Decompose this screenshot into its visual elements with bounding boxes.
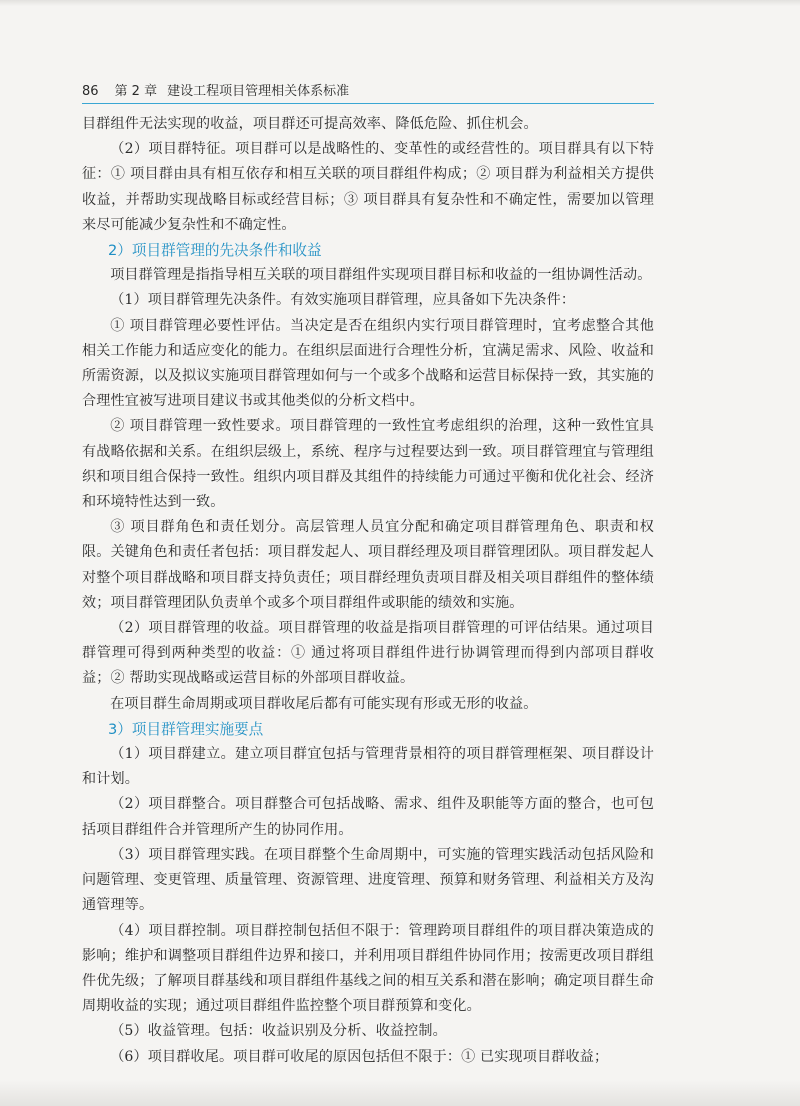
paragraph: 项目群管理是指指导相互关联的项目群组件实现项目群目标和收益的一组协调性活动。 bbox=[110, 267, 652, 284]
page-edge bbox=[0, 0, 800, 6]
paragraph: （4）项目群控制。项目群控制包括但不限于：管理跨项目群组件的项目群决策造成的影响；维护和调整项目群组件边界和接口，并利用项目群组件协同作用；按需更改项目群组件优先级；了解项目群基线和项目群组件基线之间的相互关系和潜在影响；确定项目群生命周期收益的实现；通过项目群组件监控整个项目群预算和变化。 bbox=[82, 922, 654, 1015]
paragraph: （5）收益管理。包括：收益识别及分析、收益控制。 bbox=[110, 1023, 447, 1040]
page-body bbox=[82, 112, 654, 1070]
paragraph: （2）项目群整合。项目群整合可包括战略、需求、组件及职能等方面的整合，也可包括项目群组件合并管理所产生的协同作用。 bbox=[82, 796, 654, 838]
paragraph: （1）项目群管理先决条件。有效实施项目群管理，应具备如下先决条件： bbox=[110, 292, 576, 309]
page-number: 86 bbox=[82, 84, 99, 99]
chapter-title: 建设工程项目管理相关体系标准 bbox=[167, 84, 350, 99]
page-edge bbox=[0, 1080, 800, 1106]
chapter-label: 第 2 章 bbox=[114, 84, 158, 99]
paragraph: ② 项目群管理一致性要求。项目群管理的一致性宜考虑组织的治理，这种一致性宜具有战略依据和关系。在组织层级上，系统、程序与过程要达到一致。项目群管理宜与管理组织和项目组合保持一致性。组织内项目群及其组件的持续能力可通过平衡和优化社会、经济和环境特性达到一致。 bbox=[82, 418, 654, 511]
paragraph: 在项目群生命周期或项目群收尾后都有可能实现有形或无形的收益。 bbox=[110, 695, 538, 712]
running-header bbox=[82, 80, 654, 102]
paragraph: （1）项目群建立。建立项目群宜包括与管理背景相符的项目群管理框架、项目群设计和计划。 bbox=[82, 746, 654, 788]
paragraph: （3）项目群管理实践。在项目群整个生命周期中，可实施的管理实践活动包括风险和问题管理、变更管理、质量管理、资源管理、进度管理、预算和财务管理、利益相关方及沟通管理等。 bbox=[82, 846, 654, 914]
header-divider bbox=[82, 103, 654, 104]
paragraph: 目群组件无法实现的收益，项目群还可提高效率、降低危险、抓住机会。 bbox=[82, 116, 538, 132]
section-heading: 3）项目群管理实施要点 bbox=[108, 720, 264, 738]
paragraph: ③ 项目群角色和责任划分。高层管理人员宜分配和确定项目群管理角色、职责和权限。关键角色和责任者包括：项目群发起人、项目群经理及项目群管理团队。项目群发起人对整个项目群战略和项目群支持负责任；项目群经理负责项目群及相关项目群组件的整体绩效；项目群管理团队负责单个或多个项目群组件或职能的绩效和实施。 bbox=[82, 519, 654, 611]
paragraph: （2）项目群管理的收益。项目群管理的收益是指项目群管理的可评估结果。通过项目群管理可得到两种类型的收益：① 通过将项目群组件进行协调管理而得到内部项目群收益；② 帮助实现战略或运营目标的外部项目群收益。 bbox=[82, 620, 654, 687]
paragraph: ① 项目群管理必要性评估。当决定是否在组织内实行项目群管理时，宜考虑整合其他相关工作能力和适应变化的能力。在组织层面进行合理性分析，宜满足需求、风险、收益和所需资源，以及拟议实施项目群管理如何与一个或多个战略和运营目标保持一致，其实施的合理性宜被写进项目建议书或其他类似的分析文档中。 bbox=[82, 317, 654, 410]
section-heading: 2）项目群管理的先决条件和收益 bbox=[108, 242, 322, 260]
paragraph: （2）项目群特征。项目群可以是战略性的、变革性的或经营性的。项目群具有以下特征：① 项目群由具有相互依存和相互关联的项目群组件构成；② 项目群为利益相关方提供收益，并帮助实现战略目标或经营目标；③ 项目群具有复杂性和不确定性，需要加以管理来尽可能减少复杂性和不确定性。 bbox=[82, 141, 654, 233]
paragraph: （6）项目群收尾。项目群可收尾的原因包括但不限于：① 已实现项目群收益； bbox=[110, 1048, 609, 1065]
